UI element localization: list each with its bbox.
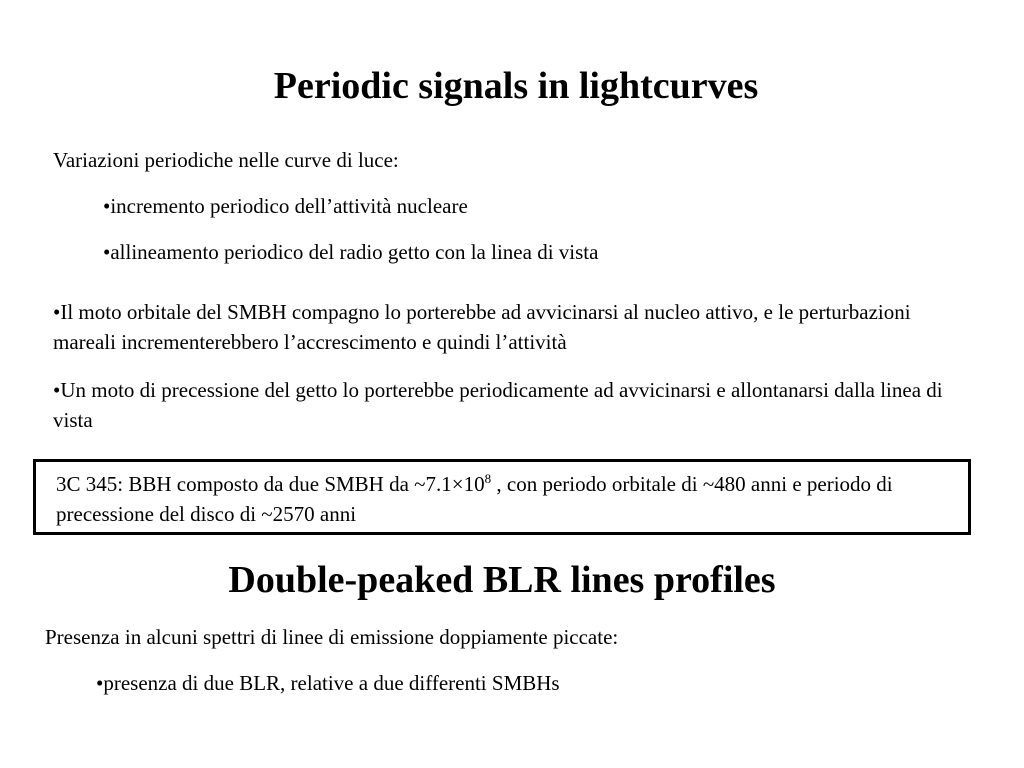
paragraph-orbital-motion: •Il moto orbitale del SMBH compagno lo porterebbe ad avvicinarsi al nucleo attivo, e le perturbazioni mareali incrementerebbero l’accrescimento e quindi l’attività (53, 300, 911, 354)
highlight-box-3c345 (33, 459, 971, 535)
box-text-3c345 (56, 469, 956, 529)
bullet-nuclear-activity: •incremento periodico dell’attività nucleare (103, 194, 468, 218)
bullet-jet-alignment: •allineamento periodico del radio getto con la linea di vista (103, 240, 599, 264)
paragraph-jet-precession: •Un moto di precessione del getto lo porterebbe periodicamente ad avvicinarsi e allontanarsi dalla linea di vista (53, 378, 943, 432)
intro-text-periodic-variations: Variazioni periodiche nelle curve di luce: (53, 148, 399, 172)
box-exponent: 8 (484, 471, 492, 486)
box-text-after: , con periodo orbitale di ~480 anni e periodo di precessione del disco di ~2570 anni (56, 472, 893, 526)
box-text-before: 3C 345: BBH composto da due SMBH da ~7.1×10 (56, 472, 485, 496)
intro-text-double-peaked: Presenza in alcuni spettri di linee di emissione doppiamente piccate: (45, 625, 619, 649)
bullet-two-blr: •presenza di due BLR, relative a due differenti SMBHs (96, 671, 560, 695)
section-title-double-peaked: Double-peaked BLR lines profiles (228, 559, 776, 601)
section-title-periodic-signals: Periodic signals in lightcurves (273, 65, 759, 107)
